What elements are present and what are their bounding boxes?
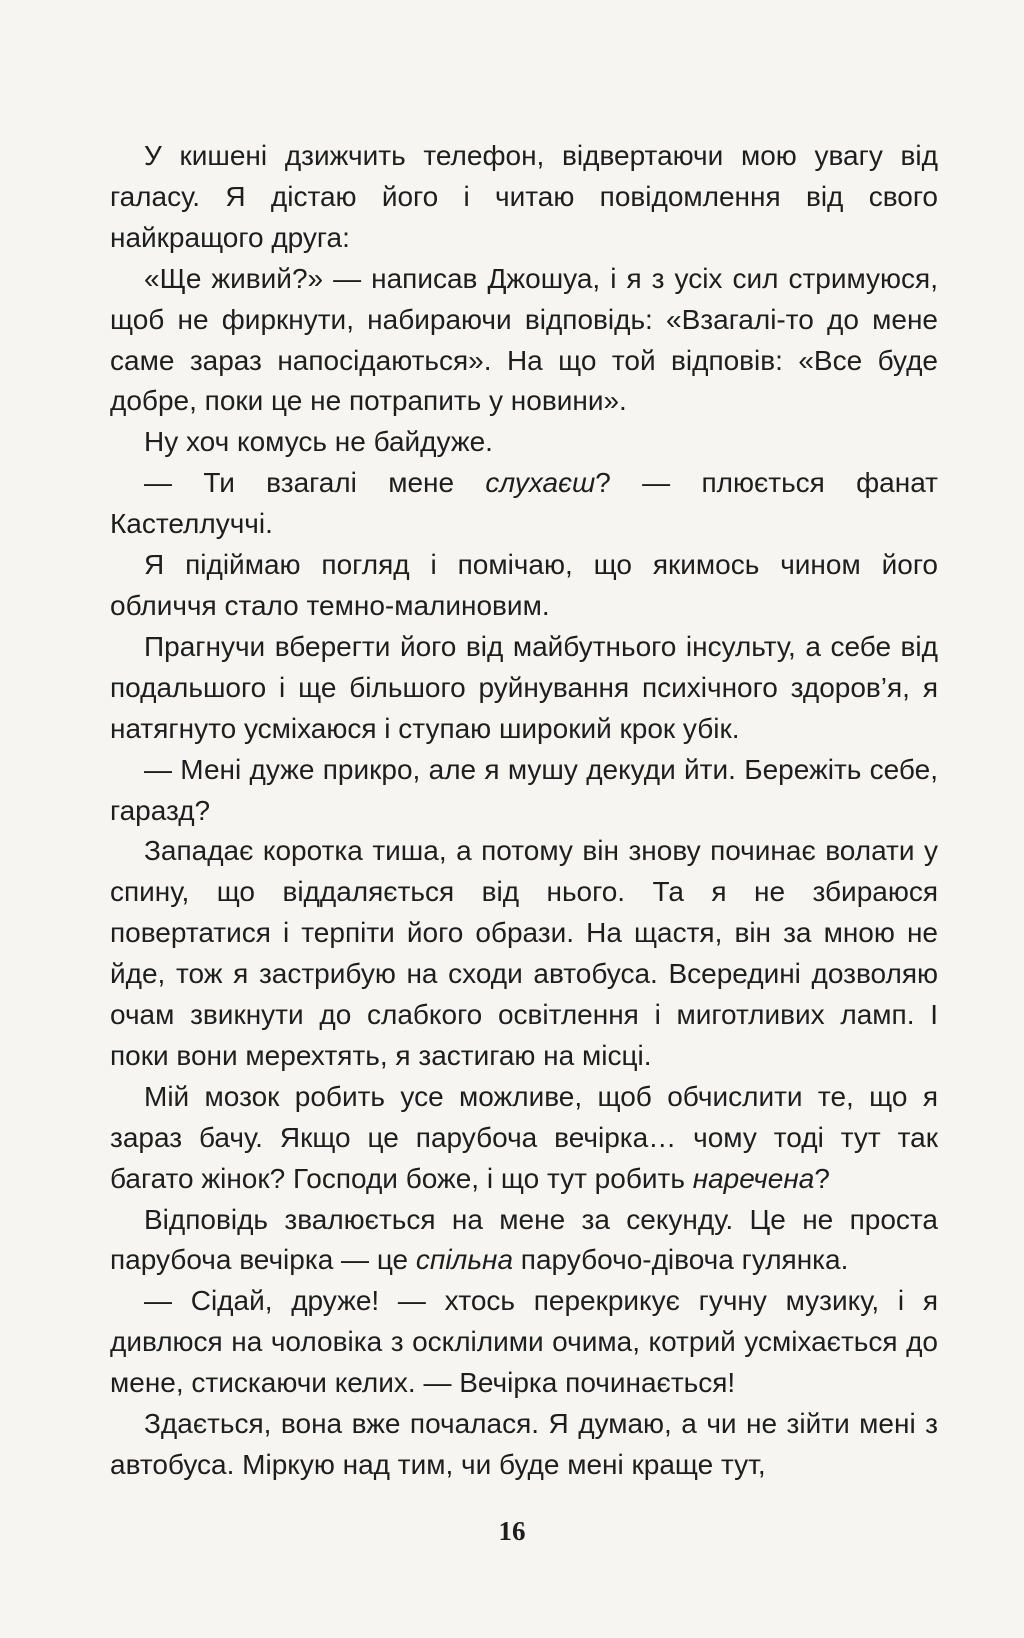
italic-text: спільна xyxy=(415,1244,514,1276)
text-run: парубочо-дівоча гулянка. xyxy=(513,1244,849,1276)
paragraph: Здається, вона вже почалася. Я думаю, а чи не зійти мені з автобуса. Міркую над тим, чи буде мені краще тут, xyxy=(110,1408,938,1480)
text-run: Мій мозок робить усе можливе, щоб обчислити те, що я зараз бачу. Якщо це парубоча вечірка… чому тоді тут так багато жінок? Господи боже, і що тут робить xyxy=(110,1080,938,1194)
text-run: — Ти взагалі мене xyxy=(144,467,486,499)
paragraph: «Ще живий?» — написав Джошуа, і я з усіх сил стримуюся, щоб не фиркнути, набираючи відповідь: «Взагалі-то до мене саме зараз напосідаються». На що той відповів: «Все буде добре, поки це не потрапить у новини». xyxy=(110,262,938,417)
paragraph: Прагнучи вберегти його від майбутнього інсульту, а себе від подальшого і ще більшого руйнування психічного здоров’я, я натягнуто усміхаюся і ступаю широкий крок убік. xyxy=(110,630,938,744)
italic-text: слухаєш xyxy=(485,467,596,499)
paragraph: Ну хоч комусь не байдуже. xyxy=(144,426,493,458)
body-text xyxy=(110,136,938,1486)
paragraph: Западає коротка тиша, а потому він знову починає волати у спину, що віддаляється від нього. Та я не збираюся повертатися і терпіти його образи. На щастя, він за мною не йде, тож я застрибую на сходи автобуса. Всередині дозволяю очам звикнути до слабкого освітлення і миготливих ламп. І поки вони мерехтять, я застигаю на місці. xyxy=(110,835,938,1071)
paragraph: У кишені дзижчить телефон, відвертаючи мою увагу від галасу. Я дістаю його і читаю повідомлення від свого найкращого друга: xyxy=(110,140,938,253)
paragraph xyxy=(110,463,938,545)
paragraph: Я підіймаю погляд і помічаю, що якимось чином його обличчя стало темно-малиновим. xyxy=(110,549,938,621)
text-run: ? xyxy=(814,1162,830,1194)
text-run: ? — плюється фанат Кастеллуччі. xyxy=(110,467,938,540)
text-run: Відповідь звалюється на мене за секунду. Це не проста парубоча вечірка — це xyxy=(110,1203,938,1276)
page-number: 16 xyxy=(498,1516,526,1546)
paragraph xyxy=(110,1077,938,1200)
italic-text: наречена xyxy=(692,1162,815,1194)
paragraph: — Мені дуже прикро, але я мушу декуди йти. Бережіть себе, гаразд? xyxy=(110,753,938,826)
paragraph xyxy=(110,1200,938,1282)
paragraph: — Сідай, друже! — хтось перекрикує гучну музику, і я дивлюся на чоловіка з осклілими очима, котрий усміхається до мене, стискаючи келих. — Вечірка починається! xyxy=(110,1285,938,1399)
